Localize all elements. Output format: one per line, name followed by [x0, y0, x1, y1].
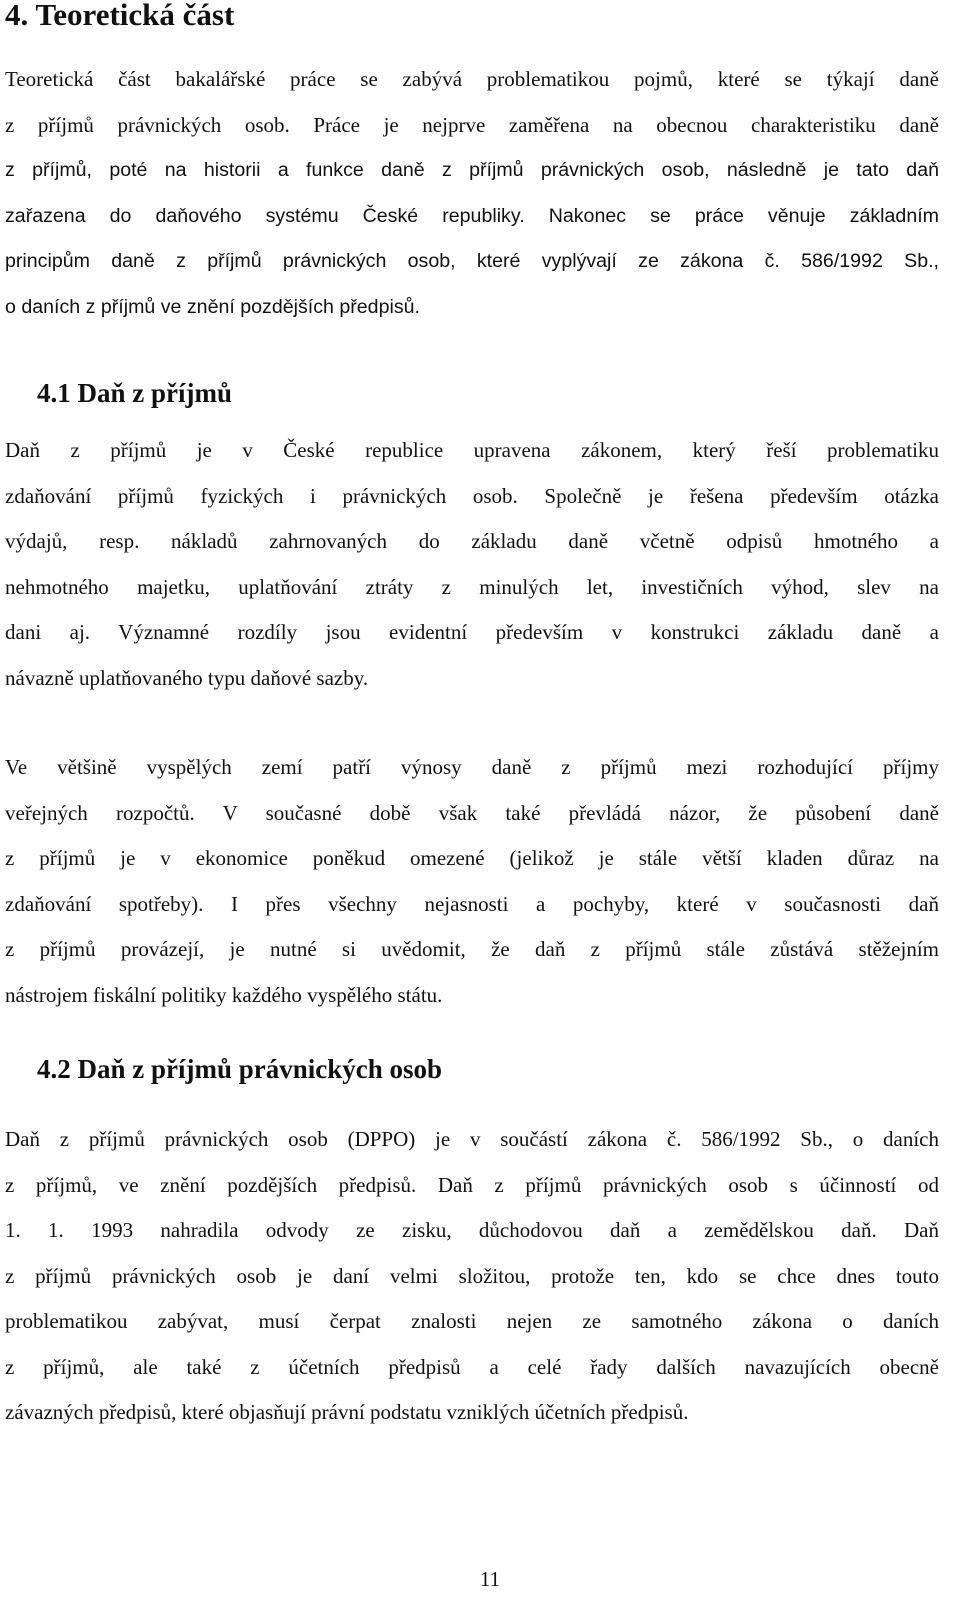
subsection-title-4-1: 4.1 Daň z příjmů	[37, 378, 232, 408]
sub1-p1-line: dani aj. Významné rozdíly jsou evidentní především v konstrukci základu daně a	[5, 620, 939, 644]
sub1-paragraph-2	[5, 745, 939, 1018]
intro-paragraph	[5, 57, 939, 330]
sub1-p2-line: Ve většině vyspělých zemí patří výnosy daně z příjmů mezi rozhodující příjmy	[5, 755, 939, 779]
intro-line: o daních z příjmů ve znění pozdějších předpisů.	[5, 295, 420, 318]
sub2-p1-line: z příjmů právnických osob je daní velmi složitou, protože ten, kdo se chce dnes touto	[5, 1263, 939, 1288]
intro-line-part: zařazena do daňového systému České republiky.	[5, 204, 525, 227]
section-title: 4. Teoretická část	[5, 0, 235, 32]
sub1-p1-line: výdajů, resp. nákladů zahrnovaných do základu daně včetně odpisů hmotného a	[5, 529, 939, 553]
intro-line	[5, 194, 939, 240]
sub2-p1-line: problematikou zabývat, musí čerpat znalosti nejen ze samotného zákona o daních	[5, 1309, 939, 1333]
sub2-p1-line: z příjmů, ve znění pozdějších předpisů. Daň z příjmů právnických osob s účinností od	[5, 1172, 939, 1197]
sub1-p1-line: Daň z příjmů je v České republice upravena zákonem, který řeší problematiku	[5, 438, 939, 462]
sub2-p1-line: závazných předpisů, které objasňují právní podstatu vzniklých účetních předpisů.	[5, 1400, 689, 1424]
sub1-p2-line: nástrojem fiskální politiky každého vyspělého státu.	[5, 982, 443, 1007]
intro-line: Teoretická část bakalářské práce se zabývá problematikou pojmů, které se týkají daně	[5, 67, 939, 91]
sub2-p1-line: Daň z příjmů právnických osob (DPPO) je v součástí zákona č. 586/1992 Sb., o daních	[5, 1127, 939, 1151]
sub1-p1-line: nehmotného majetku, uplatňování ztráty z minulých let, investičních výhod, slev na	[5, 574, 939, 599]
intro-line: z příjmů právnických osob. Práce je nejprve zaměřena na obecnou charakteristiku daně	[5, 112, 939, 137]
sub1-p1-line: zdaňování příjmů fyzických i právnických osob. Společně je řešena především otázka	[5, 483, 939, 508]
sub1-paragraph-1	[5, 428, 939, 701]
sub2-p1-line: 1. 1. 1993 nahradila odvody ze zisku, důchodovou daň a zemědělskou daň. Daň	[5, 1218, 939, 1242]
intro-line-part: Nakonec se práce věnuje základním	[548, 204, 939, 227]
intro-line: z příjmů, poté na historii a funkce daně z příjmů právnických osob, následně je tato daň	[5, 159, 939, 181]
sub1-p2-line: z příjmů je v ekonomice poněkud omezené (jelikož je stále větší kladen důraz na	[5, 846, 939, 870]
sub2-paragraph-1	[5, 1117, 939, 1436]
sub1-p1-line: návazně uplatňovaného typu daňové sazby.	[5, 665, 369, 690]
sub2-p1-line: z příjmů, ale také z účetních předpisů a celé řady dalších navazujících obecně	[5, 1354, 939, 1379]
intro-line: principům daně z příjmů právnických osob, které vyplývají ze zákona č. 586/1992 Sb.,	[5, 250, 939, 272]
subsection-title-4-2: 4.2 Daň z příjmů právnických osob	[37, 1054, 443, 1084]
page-number: 11	[479, 1567, 501, 1591]
sub1-p2-line: z příjmů provázejí, je nutné si uvědomit, že daň z příjmů stále zůstává stěžejním	[5, 937, 939, 961]
sub1-p2-line: zdaňování spotřeby). I přes všechny nejasnosti a pochyby, které v současnosti daň	[5, 891, 939, 916]
sub1-p2-line: veřejných rozpočtů. V současné době však také převládá názor, že působení daně	[5, 800, 939, 825]
